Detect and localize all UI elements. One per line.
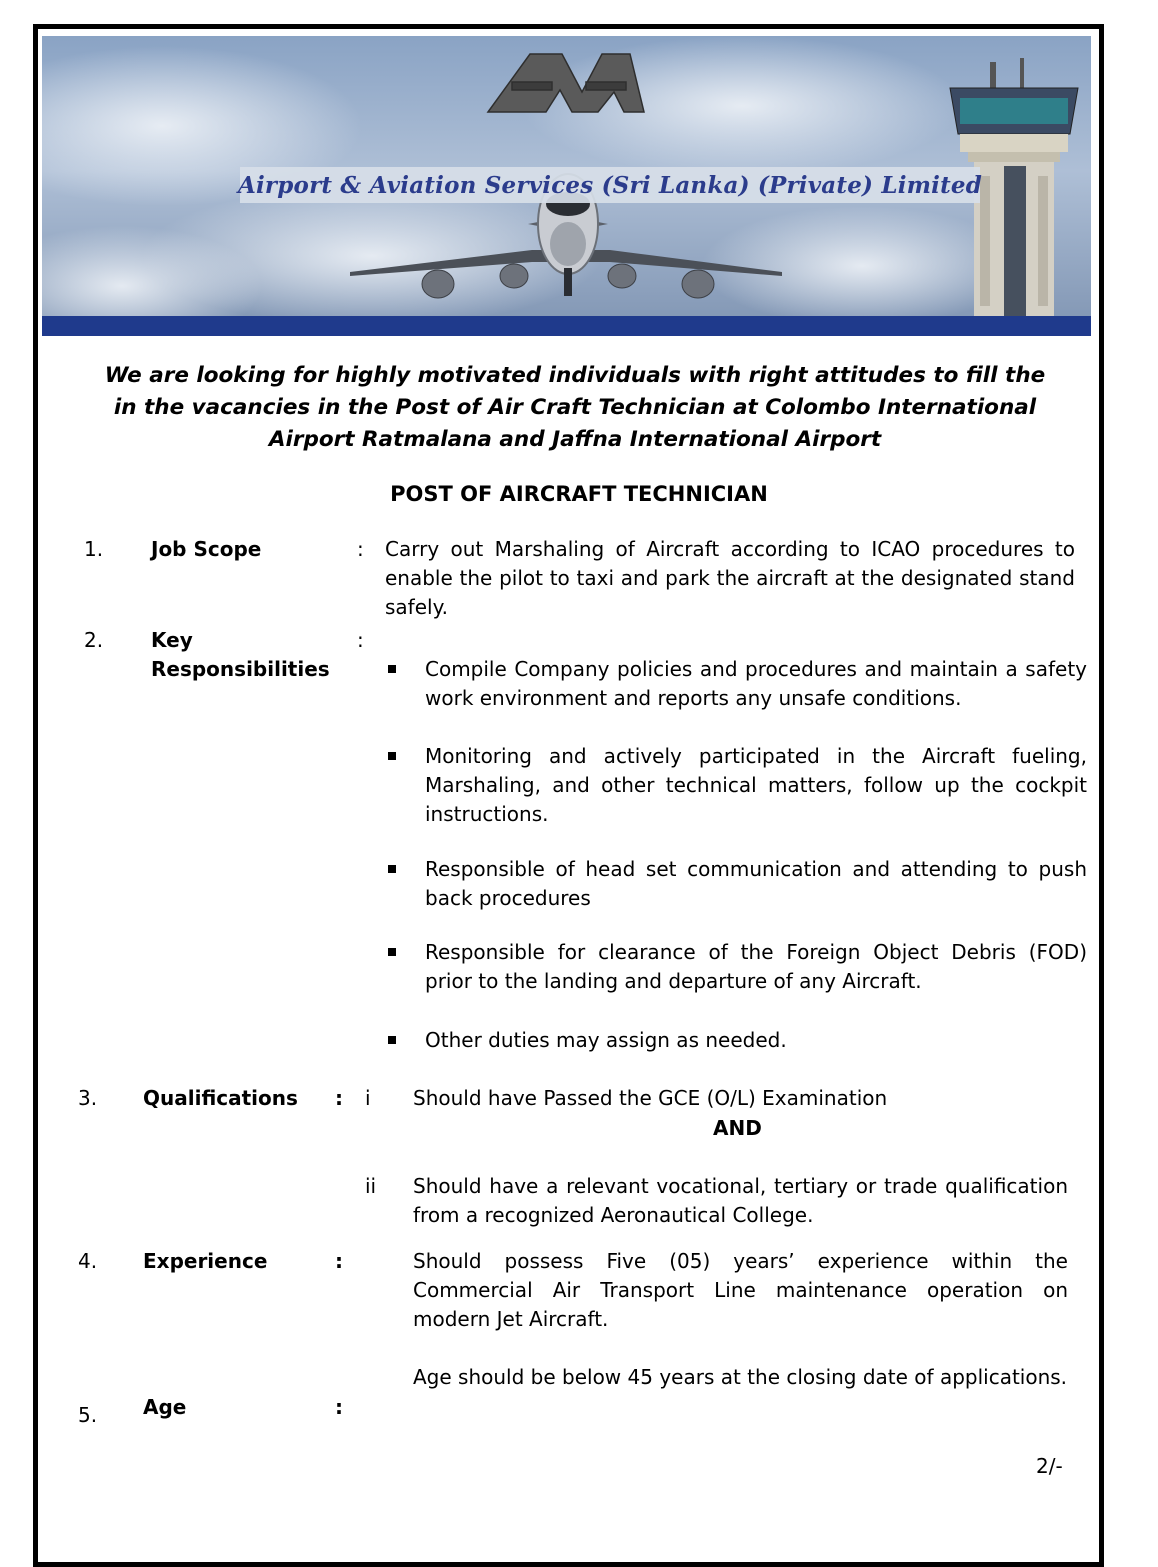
age-text: Age should be below 45 years at the closing date of applications. <box>413 1365 1068 1389</box>
banner-strip <box>42 316 1091 336</box>
responsibility-item: Compile Company policies and procedures and maintain a safety work environment and reports any unsafe conditions. <box>425 657 1087 710</box>
company-name-plate <box>237 167 983 203</box>
experience-text: Should possess Five (05) years’ experience within the Commercial Air Transport Line maintenance operation on modern Jet Aircraft. <box>413 1249 1068 1331</box>
page-continuation-marker: 2/- <box>1036 1454 1063 1478</box>
bullet-icon <box>388 665 396 673</box>
age-label: Age <box>143 1395 187 1419</box>
responsibility-item: Responsible for clearance of the Foreign Object Debris (FOD) prior to the landing and departure of any Aircraft. <box>425 940 1087 993</box>
responsibility-item: Other duties may assign as needed. <box>425 1028 787 1052</box>
header-banner <box>42 36 1091 336</box>
responsibility-item: Monitoring and actively participated in the Aircraft fueling, Marshaling, and other technical matters, follow up the cockpit instructions. <box>425 744 1087 826</box>
job-scope-colon: : <box>357 537 364 561</box>
qualification-marker-i: i <box>365 1086 371 1110</box>
job-scope-number: 1. <box>84 537 104 561</box>
bullet-icon <box>388 752 396 760</box>
job-scope-text: Carry out Marshaling of Aircraft according to ICAO procedures to enable the pilot to taxi and park the aircraft at the designated stand safely. <box>385 537 1075 619</box>
experience-colon: : <box>335 1249 343 1273</box>
qualifications-number: 3. <box>78 1086 98 1110</box>
company-name: Airport & Aviation Services (Sri Lanka) (Private) Limited <box>237 171 983 199</box>
post-title: POST OF AIRCRAFT TECHNICIAN <box>390 482 768 506</box>
experience-label: Experience <box>143 1249 268 1273</box>
intro-text: We are looking for highly motivated individuals with right attitudes to fill the in the vacancies in the Post of Air Craft Technician at Colombo International Airport Ratmalana and Jaffna International Airport <box>104 363 1046 452</box>
qualifications-label: Qualifications <box>143 1086 298 1110</box>
qualification-and: AND <box>713 1116 762 1140</box>
qualification-marker-ii: ii <box>365 1174 377 1198</box>
bullet-icon <box>388 865 396 873</box>
age-number: 5. <box>78 1403 98 1427</box>
qualification-item-2: Should have a relevant vocational, tertiary or trade qualification from a recognized Aeronautical College. <box>413 1174 1068 1227</box>
age-colon: : <box>335 1395 343 1419</box>
responsibilities-colon: : <box>357 628 364 652</box>
experience-number: 4. <box>78 1249 98 1273</box>
job-scope-label: Job Scope <box>151 537 262 561</box>
bullet-icon <box>388 1036 396 1044</box>
bullet-icon <box>388 948 396 956</box>
responsibilities-label-line1: Key <box>151 628 193 652</box>
responsibilities-number: 2. <box>84 628 104 652</box>
qualifications-colon: : <box>335 1086 343 1110</box>
responsibility-item: Responsible of head set communication and attending to push back procedures <box>425 857 1087 910</box>
qualification-item-1: Should have Passed the GCE (O/L) Examination <box>413 1086 888 1110</box>
responsibilities-label-line2: Responsibilities <box>151 657 330 681</box>
